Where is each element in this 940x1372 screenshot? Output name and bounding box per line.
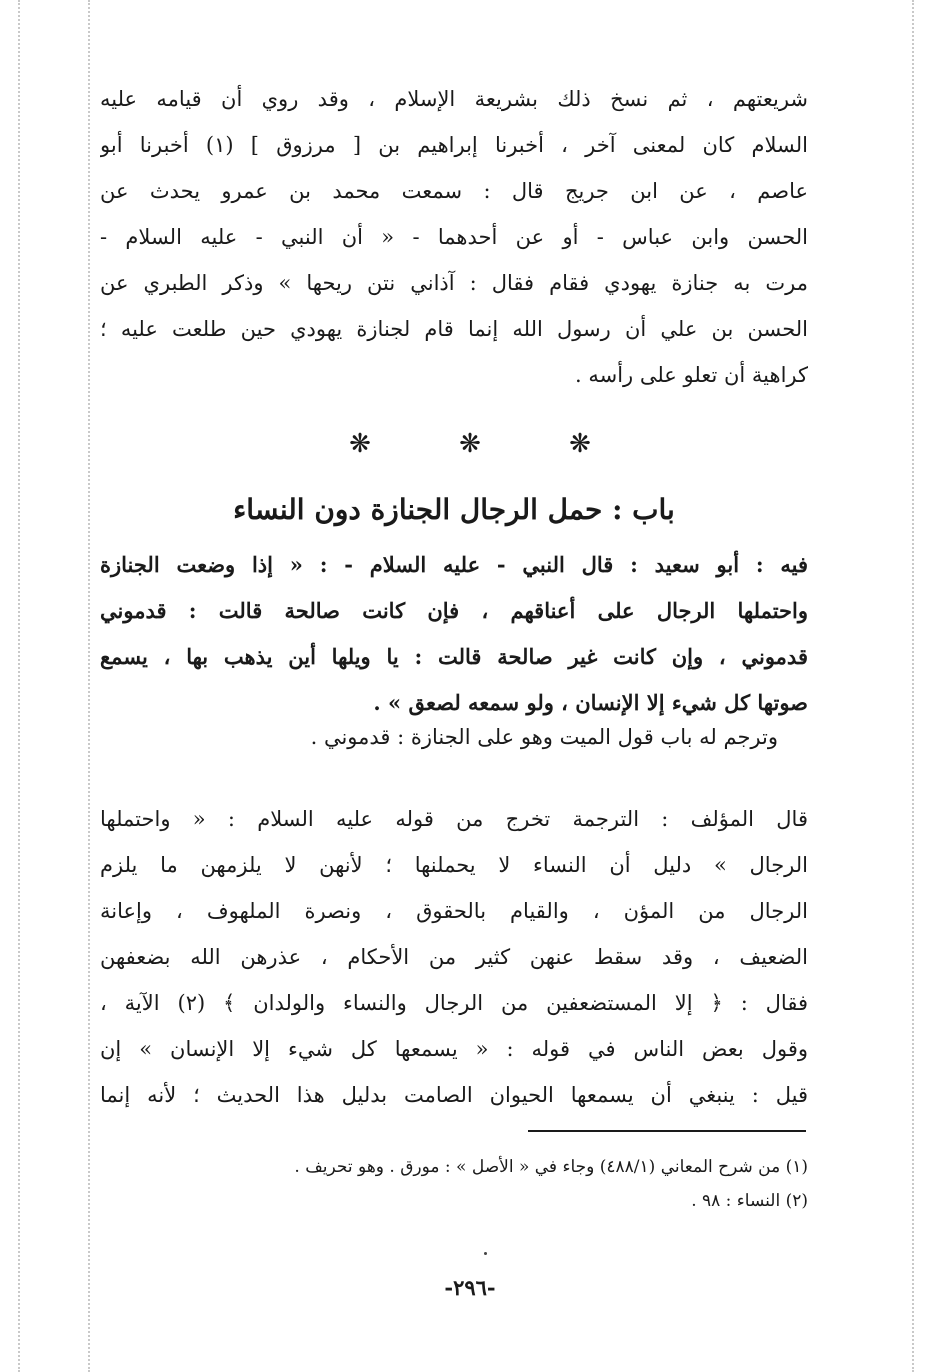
asterism-icon: ❋: [569, 429, 591, 459]
text-line: السلام كان لمعنى آخر ، أخبرنا إبراهيم بن [ مرزوق ] (١) أخبرنا أبو: [100, 133, 808, 157]
footnote-divider: [528, 1130, 806, 1132]
text-line: الضعيف ، وقد سقط عنهن كثير من الأحكام ، عذرهن الله بضعفهن: [100, 945, 808, 969]
page-number: -٢٩٦-: [444, 1275, 496, 1300]
asterism-icon: ❋: [459, 429, 481, 459]
text-line: وقول بعض الناس في قوله : « يسمعها كل شيء إلا الإنسان » إن: [100, 1037, 808, 1061]
text-line: صوتها كل شيء إلا الإنسان ، ولو سمعه لصعق » .: [373, 690, 808, 715]
text-line: الرجال » دليل أن النساء لا يحملنها ؛ لأنهن لا يلزمهن ما يلزم: [100, 853, 808, 877]
section-separator: [340, 424, 600, 464]
text-line: كراهية أن تعلو على رأسه .: [575, 363, 808, 387]
asterism-icon: ❋: [349, 429, 371, 459]
text-line: مرت به جنازة يهودي فقام فقال : آذاني نتن ريحها » وذكر الطبري عن: [100, 271, 808, 295]
scan-edge-line: [18, 0, 20, 1372]
scan-edge-line: [88, 0, 90, 1372]
text-line: الرجال من المؤن ، والقيام بالحقوق ، ونصرة الملهوف ، وإعانة: [100, 899, 808, 923]
ink-speck: [484, 1252, 487, 1255]
chapter-heading: باب : حمل الرجال الجنازة دون النساء: [233, 493, 675, 526]
commentary-paragraph: [100, 796, 808, 1118]
scan-edge-line: [912, 0, 914, 1372]
text-line: فقال : ﴿ إلا المستضعفين من الرجال والنساء والولدان ﴾ (٢) الآية ،: [100, 991, 808, 1015]
text-line: فيه : أبو سعيد : قال النبي - عليه السلام - : « إذا وضعت الجنازة: [100, 552, 808, 577]
text-line: واحتملها الرجال على أعناقهم ، فإن كانت صالحة قالت : قدموني: [100, 598, 808, 623]
text-line: الحسن وابن عباس - أو عن أحدهما - « أن النبي - عليه السلام -: [100, 225, 808, 249]
footnote-1: (١) من شرح المعاني (٤٨٨/١) وجاء في « الأصل » : مورق . وهو تحريف .: [294, 1157, 808, 1177]
text-line: قيل : ينبغي أن يسمعها الحيوان الصامت بدليل هذا الحديث ؛ لأنه إنما: [100, 1083, 808, 1107]
text-line: وترجم له باب قول الميت وهو على الجنازة : قدموني .: [310, 725, 778, 749]
text-line: قدموني ، وإن كانت غير صالحة قالت : يا ويلها أين يذهب بها ، يسمع: [100, 644, 808, 669]
hadith-text: [100, 542, 808, 726]
footnote-2: (٢) النساء : ٩٨ .: [691, 1191, 808, 1211]
text-line: قال المؤلف : الترجمة تخرج من قوله عليه السلام : « واحتملها: [100, 807, 808, 831]
translation-note: [100, 714, 808, 760]
text-line: عاصم ، عن ابن جريج قال : سمعت محمد بن عمرو يحدث عن: [100, 179, 808, 203]
paragraph-continuation: [100, 76, 808, 398]
text-line: شريعتهم ، ثم نسخ ذلك بشريعة الإسلام ، وقد روي أن قيامه عليه: [100, 87, 808, 111]
text-line: الحسن بن علي أن رسول الله إنما قام لجنازة يهودي حين طلعت عليه ؛: [100, 317, 808, 341]
